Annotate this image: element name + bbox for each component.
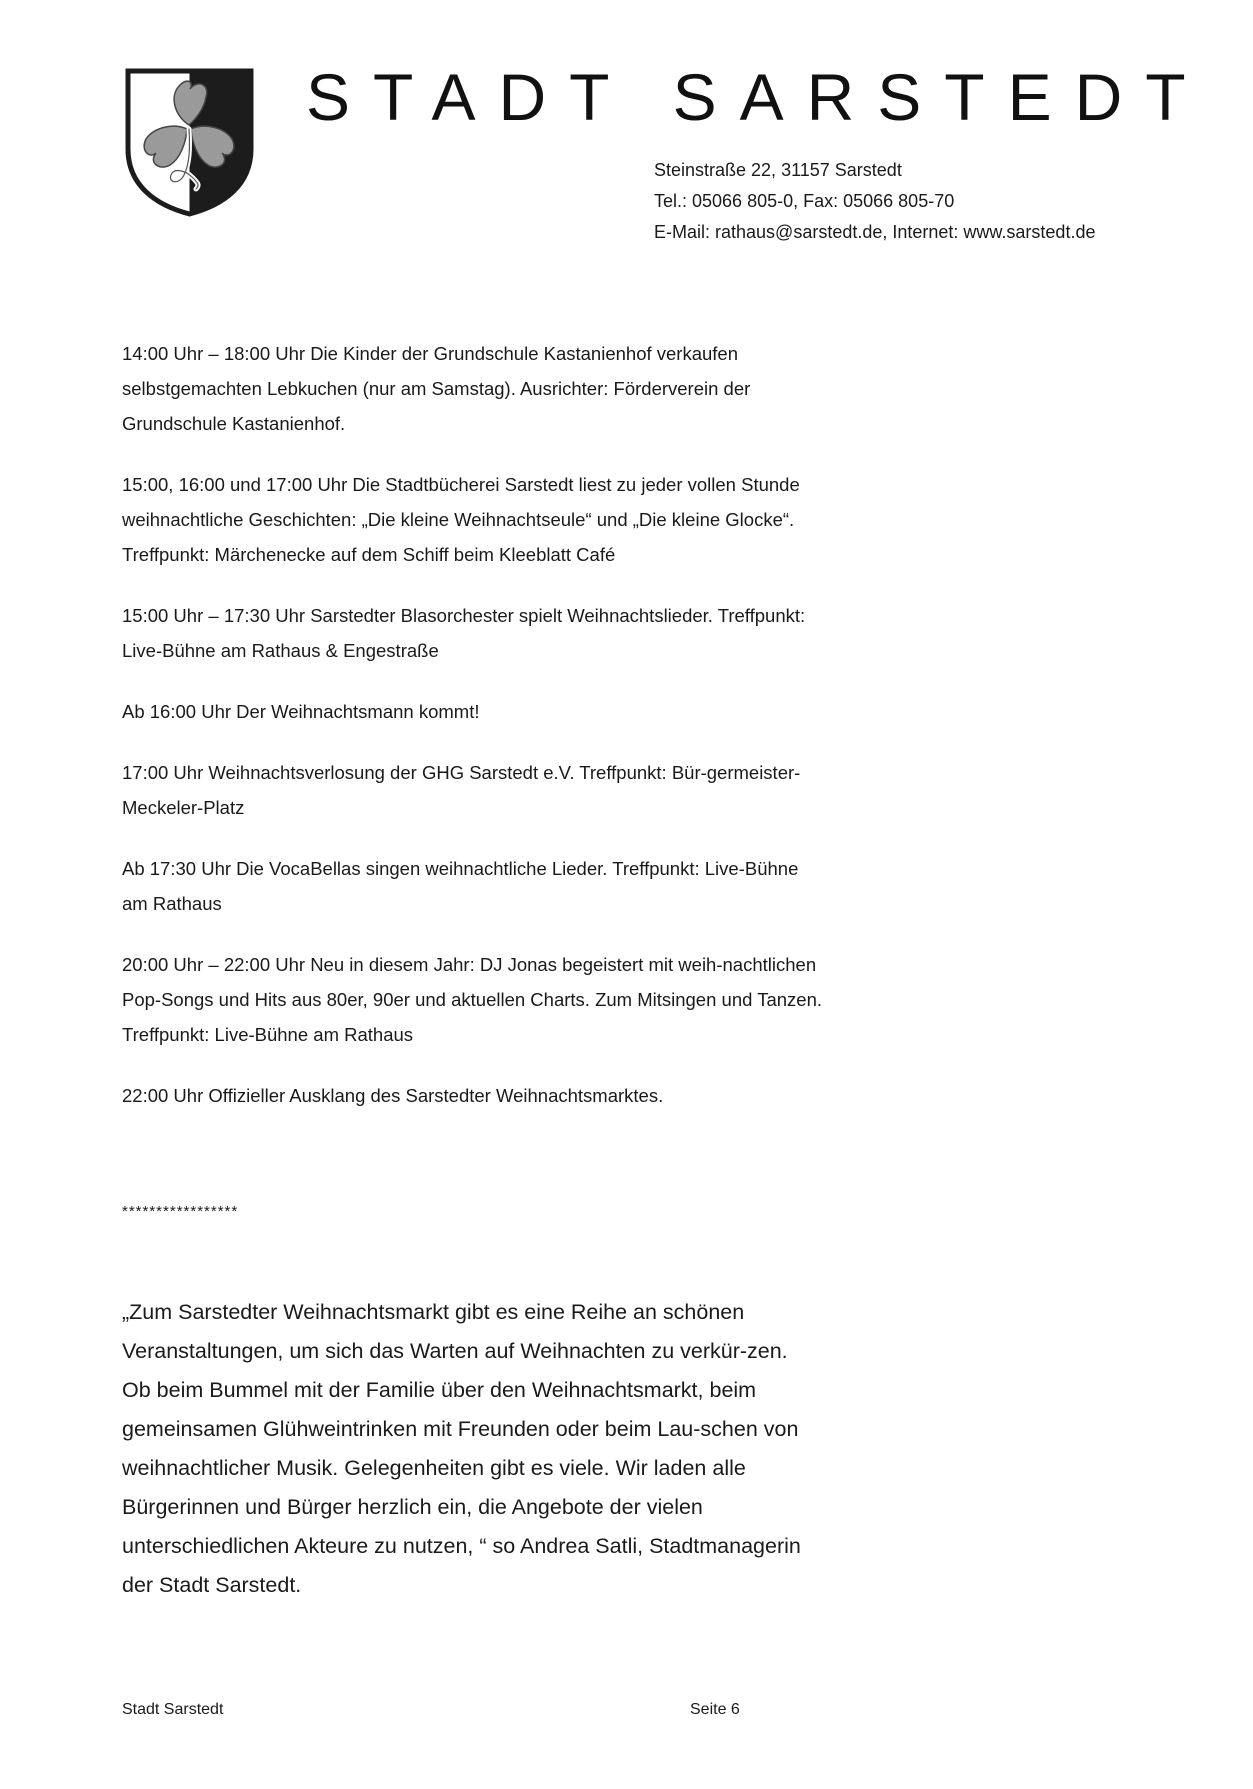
quote-paragraph: „Zum Sarstedter Weihnachtsmarkt gibt es eine Reihe an schönen Veranstaltungen, um sich das Warten auf Weihnachten zu verkür-zen. Ob beim Bummel mit der Familie über den Weihnachtsmarkt, beim gemeinsamen Glühweintrinken mit Freunden oder beim Lau-schen von weihnachtlicher Musik. Gelegenheiten gibt es viele. Wir laden alle Bürgerinnen und Bürger herzlich ein, die Angebote der vielen unterschiedlichen Akteure zu nutzen, “ so Andrea Satli, Stadtmanagerin der Stadt Sarstedt. <box>122 1300 801 1597</box>
event-item: 15:00, 16:00 und 17:00 Uhr Die Stadtbücherei Sarstedt liest zu jeder vollen Stunde weihnachtliche Geschichten: „Die kleine Weihnachtseule“ und „Die kleine Glocke“. Treffpunkt: Märchenecke auf dem Schiff beim Kleeblatt Café <box>122 474 800 565</box>
cloverleaf-crest-icon <box>124 67 255 217</box>
event-item: Ab 16:00 Uhr Der Weihnachtsmann kommt! <box>122 701 480 722</box>
phone-line: Tel.: 05066 805-0, Fax: 05066 805-70 <box>654 191 955 211</box>
city-title: STADT SARSTEDT <box>306 60 1209 134</box>
event-item: 15:00 Uhr – 17:30 Uhr Sarstedter Blasorchester spielt Weihnachtslieder. Treffpunkt: Live-Bühne am Rathaus & Engestraße <box>122 605 806 661</box>
section-divider: ***************** <box>122 1203 239 1220</box>
event-item: Ab 17:30 Uhr Die VocaBellas singen weihnachtliche Lieder. Treffpunkt: Live-Bühne am Rathaus <box>122 858 799 914</box>
email-web-line: E-Mail: rathaus@sarstedt.de, Internet: www.sarstedt.de <box>654 222 1096 242</box>
event-list <box>122 336 822 1139</box>
event-item: 20:00 Uhr – 22:00 Uhr Neu in diesem Jahr: DJ Jonas begeistert mit weih-nachtlichen Pop-Songs und Hits aus 80er, 90er und aktuellen Charts. Zum Mitsingen und Tanzen. Treffpunkt: Live-Bühne am Rathaus <box>122 954 822 1045</box>
footer-organization: Stadt Sarstedt <box>122 1701 224 1718</box>
footer-page-number: Seite 6 <box>690 1701 740 1718</box>
event-item: 17:00 Uhr Weihnachtsverlosung der GHG Sarstedt e.V. Treffpunkt: Bür-germeister-Meckeler-Platz <box>122 762 801 818</box>
contact-block <box>654 155 1095 248</box>
event-item: 22:00 Uhr Offizieller Ausklang des Sarstedter Weihnachtsmarktes. <box>122 1085 664 1106</box>
address-line: Steinstraße 22, 31157 Sarstedt <box>654 160 902 180</box>
event-item: 14:00 Uhr – 18:00 Uhr Die Kinder der Grundschule Kastanienhof verkaufen selbstgemachten Lebkuchen (nur am Samstag). Ausrichter: Förderverein der Grundschule Kastanienhof. <box>122 343 751 434</box>
